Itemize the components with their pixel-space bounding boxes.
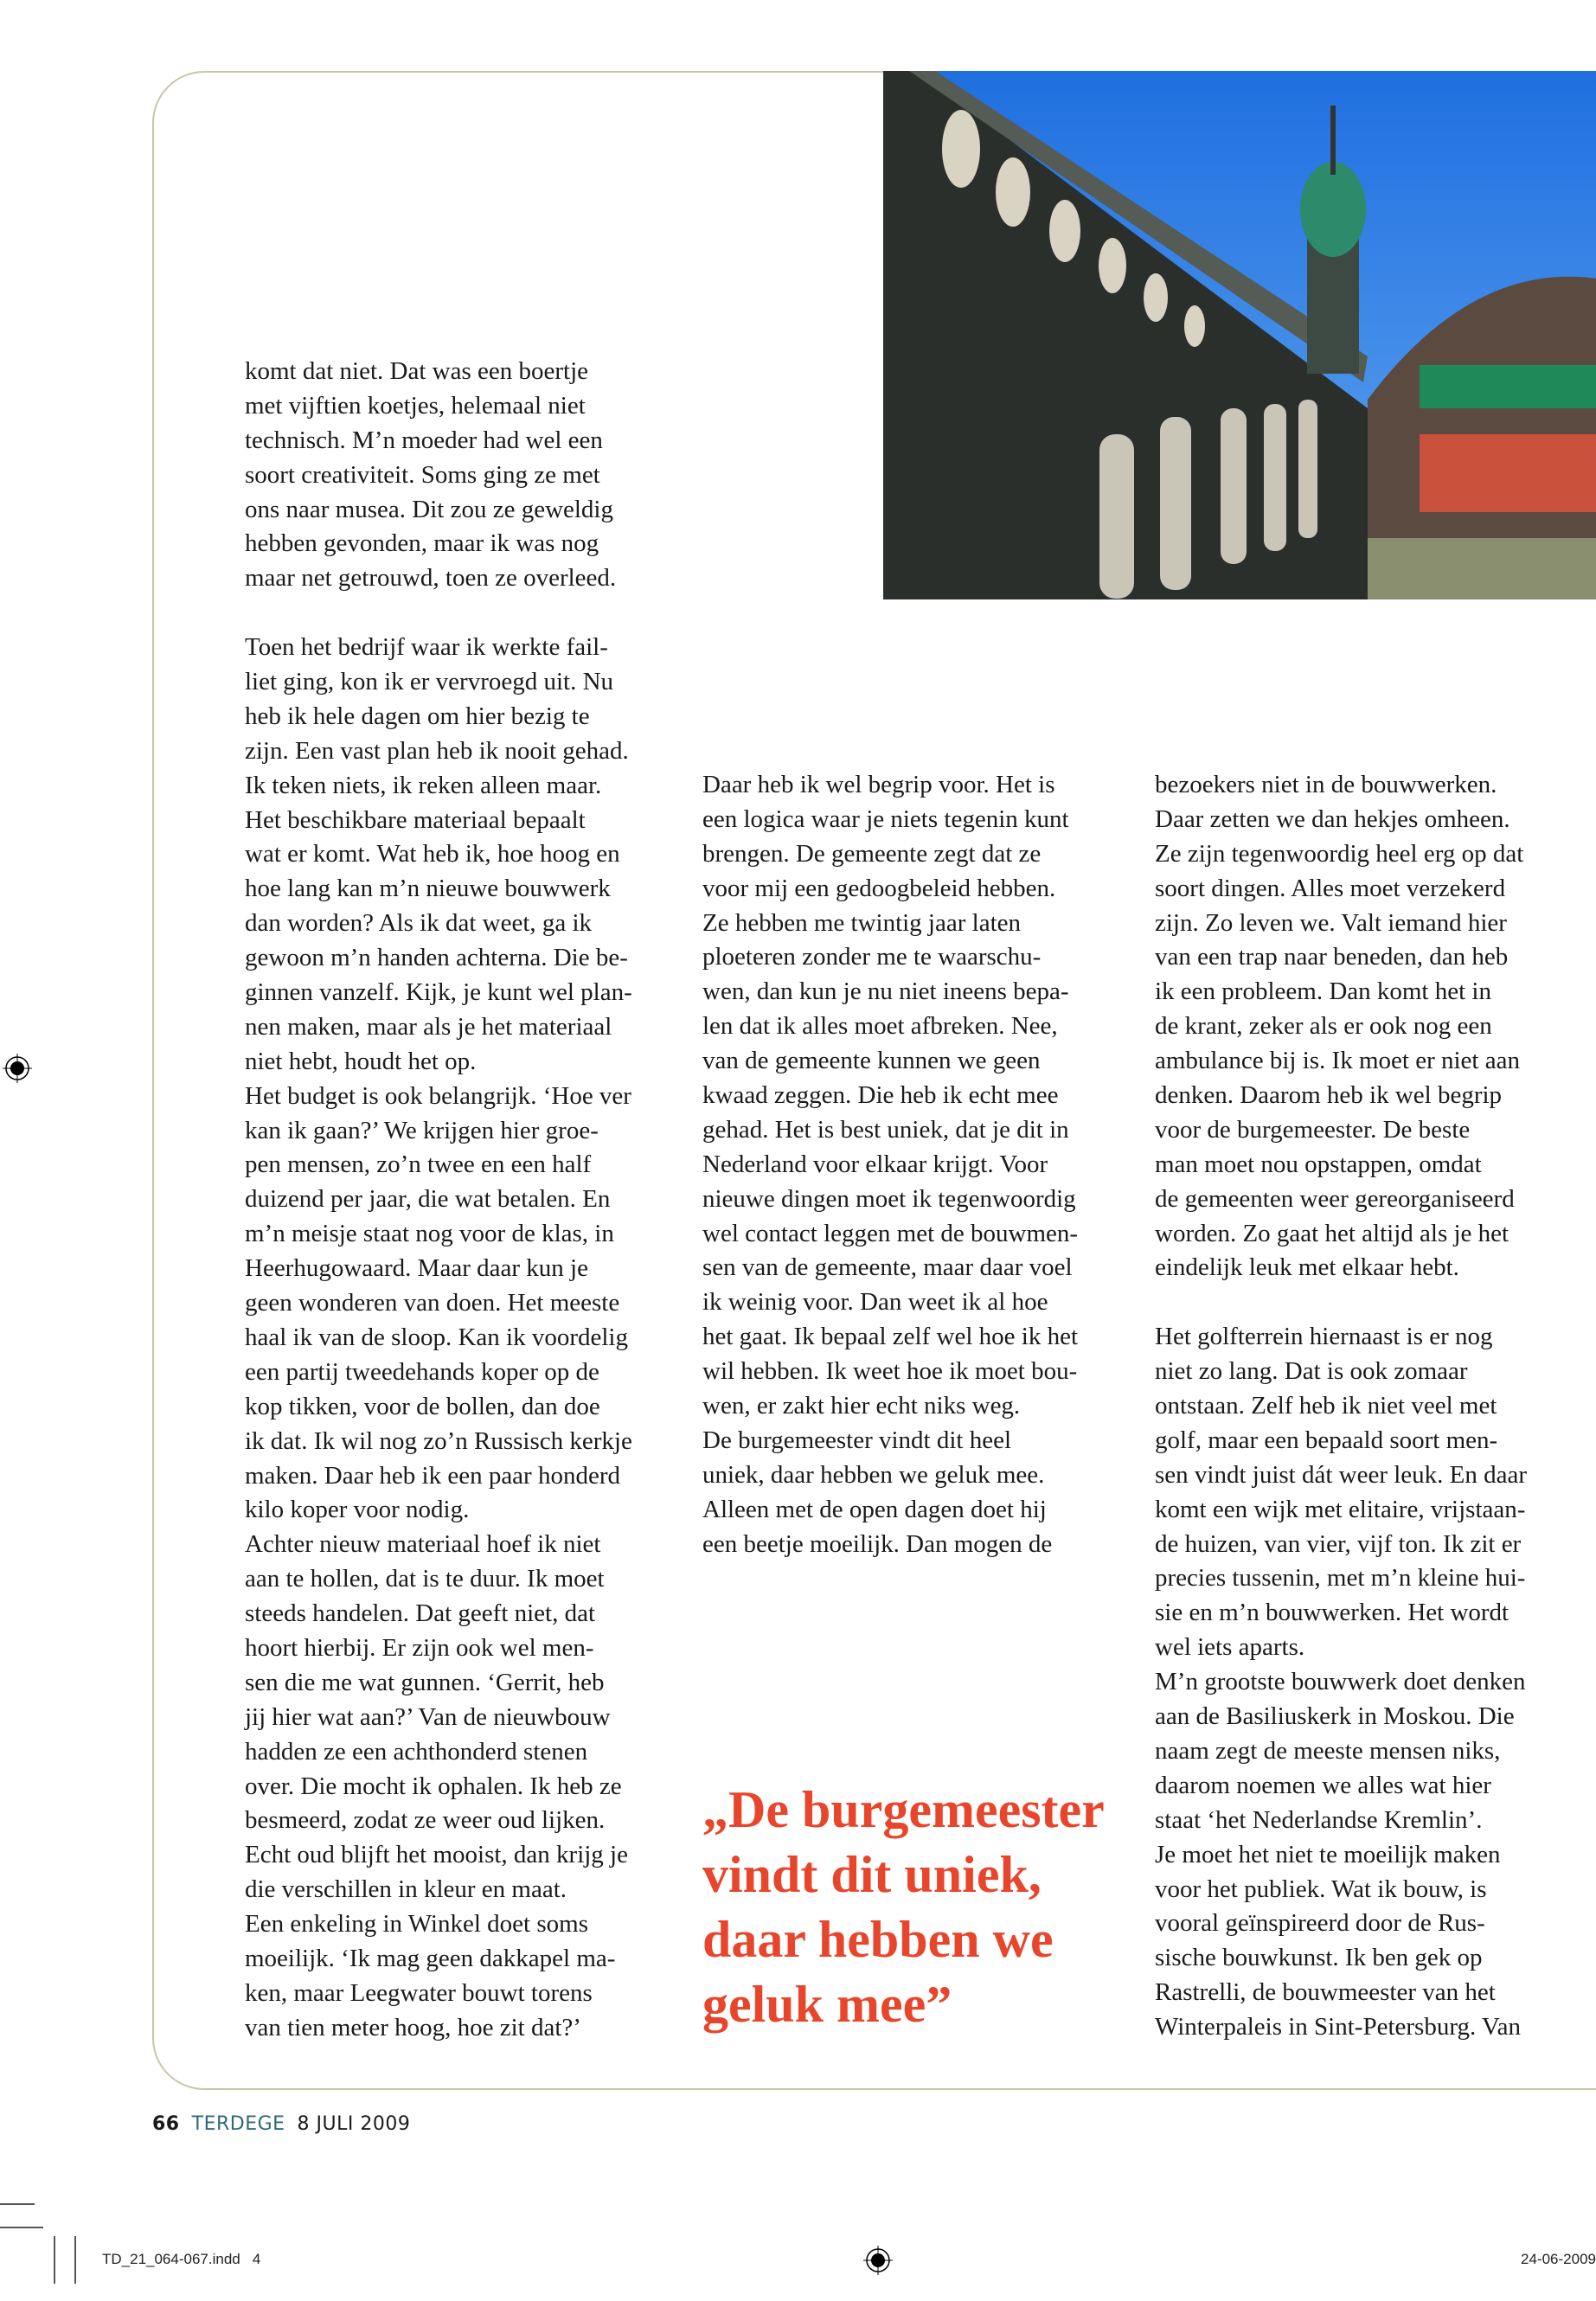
text-line: Ze hebben me twintig jaar laten [702,908,1021,937]
text-line: Rastrelli, de bouwmeester van het [1155,1978,1496,2007]
text-line: Achter nieuw materiaal hoef ik niet [245,1530,601,1559]
article-column-2 [702,768,1078,1561]
text-line: ambulance bij is. Ik moet er niet aan [1155,1047,1520,1075]
text-line: hoort hierbij. Er zijn ook wel men- [245,1633,594,1662]
text-line: daarom noemen we alles wat hier [1155,1771,1491,1799]
text-line: len dat ik alles moet afbreken. Nee, [702,1012,1058,1041]
text-line [1155,1285,1527,1320]
text-line: komt dat niet. Dat was een boertje [245,357,589,385]
text-line: kan ik gaan?’ We krijgen hier groe- [245,1116,599,1144]
text-line: bezoekers niet in de bouwwerken. [1155,771,1497,798]
magazine-name: TERDEGE [191,2113,285,2135]
text-line: een logica waar je niets tegenin kunt [702,804,1069,833]
text-line: Toen het bedrijf waar ik werkte fail- [245,633,608,662]
text-line: ontstaan. Zelf heb ik niet veel met [1155,1392,1497,1420]
text-line: Heerhugowaard. Maar daar kun je [245,1254,588,1283]
article-photo [883,71,1596,599]
text-line: de gemeenten weer gereorganiseerd [1155,1184,1515,1213]
text-line: brengen. De gemeente zegt dat ze [702,839,1042,868]
text-line: gehad. Het is best uniek, dat je dit in [702,1115,1069,1144]
page-number: 66 [152,2113,180,2135]
text-line: precies tussenin, met m’n kleine hui- [1155,1564,1526,1593]
text-line: van de gemeente kunnen we geen [702,1047,1041,1075]
issue-date: 8 JULI 2009 [297,2113,411,2135]
text-line: Ze zijn tegenwoordig heel erg op dat [1155,839,1524,868]
text-line: kop tikken, voor de bollen, dan doe [245,1392,600,1420]
text-line: komt een wijk met elitaire, vrijstaan- [1155,1495,1526,1523]
text-line: uniek, daar hebben we geluk mee. [702,1460,1045,1489]
text-line: niet hebt, houdt het op. [245,1047,477,1075]
text-line: kwaad zeggen. Die heb ik echt mee [702,1081,1059,1110]
crop-mark [74,2236,76,2284]
text-line: zijn. Zo leven we. Valt iemand hier [1155,908,1507,937]
article-column-3 [1155,768,1527,2045]
pull-quote-line: „De burgemeester [702,1781,1105,1838]
text-line: golf, maar een bepaald soort men- [1155,1426,1498,1454]
text-line: zijn. Een vast plan heb ik nooit gehad. [245,736,629,765]
article-column-1 [245,355,632,2046]
text-line: ons naar musea. Dit zou ze geweldig [245,495,613,523]
text-line: technisch. M’n moeder had wel een [245,426,603,454]
text-line: het gaat. Ik bepaal zelf wel hoe ik het [702,1323,1078,1351]
text-line: Een enkeling in Winkel doet soms [245,1910,588,1939]
text-line: jij hier wat aan?’ Van de nieuwbouw [245,1702,611,1731]
text-line: moeilijk. ‘Ik mag geen dakkapel ma- [245,1944,616,1972]
text-line: vooral geïnspireerd door de Rus- [1155,1909,1485,1938]
text-line: liet ging, kon ik er vervroegd uit. Nu [245,668,614,696]
text-line: kilo koper voor nodig. [245,1496,470,1524]
slug-date: 24-06-2009 [1521,2251,1596,2267]
text-line: nen maken, maar als je het materiaal [245,1012,612,1041]
text-line: m’n meisje staat nog voor de klas, in [245,1220,614,1248]
text-line: met vijftien koetjes, helemaal niet [245,391,586,420]
text-line: maar net getrouwd, toen ze overleed. [245,564,617,593]
text-line: hadden ze een achthonderd stenen [245,1737,588,1766]
text-line: soort dingen. Alles moet verzekerd [1155,874,1506,902]
text-line: sie en m’n bouwwerken. Het wordt [1155,1599,1509,1627]
registration-mark-icon [3,1054,32,1083]
text-line: geen wonderen van doen. Het meeste [245,1289,620,1317]
text-line: De burgemeester vindt dit heel [702,1426,1012,1454]
text-line: een beetje moeilijk. Dan mogen de [702,1529,1053,1558]
text-line: die verschillen in kleur en maat. [245,1875,567,1904]
pull-quote-line: vindt dit uniek, [702,1846,1042,1903]
text-line: maken. Daar heb ik een paar honderd [245,1461,620,1490]
text-line: Echt oud blijft het mooist, dan krijg je [245,1841,628,1869]
text-line: ik weinig voor. Dan weet ik al hoe [702,1288,1048,1317]
text-line: Alleen met de open dagen doet hij [702,1495,1047,1523]
text-line: de huizen, van vier, vijf ton. Ik zit er [1155,1529,1522,1558]
text-line: aan te hollen, dat is te duur. Ik moet [245,1565,605,1593]
text-line: sische bouwkunst. Ik ben gek op [1155,1944,1483,1972]
text-line: voor het publiek. Wat ik bouw, is [1155,1875,1487,1903]
text-line: wel contact leggen met de bouwmen- [702,1219,1079,1247]
text-line: worden. Zo gaat het altijd als je het [1155,1219,1509,1247]
text-line: sen die me wat gunnen. ‘Gerrit, heb [245,1668,605,1696]
text-line: niet zo lang. Dat is ook zomaar [1155,1357,1468,1386]
text-line: ginnen vanzelf. Kijk, je kunt wel plan- [245,978,632,1007]
text-line: de krant, zeker als er ook nog een [1155,1012,1492,1041]
text-line: sen van de gemeente, maar daar voel [702,1253,1073,1282]
text-line: eindelijk leuk met elkaar hebt. [1155,1253,1459,1282]
crop-mark [0,2227,43,2228]
text-line: wat er komt. Wat heb ik, hoe hoog en [245,840,620,868]
text-line: ik dat. Ik wil nog zo’n Russisch kerkje [245,1426,632,1455]
crop-mark [54,2236,55,2284]
text-line: Het golfterrein hiernaast is er nog [1155,1323,1493,1351]
text-line: wen, er zakt hier echt niks weg. [702,1392,1021,1420]
text-line: Daar zetten we dan hekjes omheen. [1155,804,1510,833]
text-line: duizend per jaar, die wat betalen. En [245,1185,611,1214]
text-line: een partij tweedehands koper op de [245,1357,599,1386]
text-line: staat ‘het Nederlandse Kremlin’. [1155,1805,1483,1834]
text-line: Ik teken niets, ik reken alleen maar. [245,771,602,799]
text-line: hebben gevonden, maar ik was nog [245,529,599,558]
text-line: heb ik hele dagen om hier bezig te [245,702,590,730]
text-line: voor mij een gedoogbeleid hebben. [702,874,1056,902]
pull-quote-line: daar hebben we [702,1911,1054,1968]
crop-mark [0,2203,35,2205]
text-line: Het budget is ook belangrijk. ‘Hoe ver [245,1081,631,1110]
text-line: van een trap naar beneden, dan heb [1155,943,1509,971]
text-line: voor de burgemeester. De beste [1155,1115,1471,1144]
text-line [245,596,632,631]
text-line: man moet nou opstappen, omdat [1155,1150,1482,1178]
text-line: dan worden? Als ik dat weet, ga ik [245,909,593,938]
text-line: ken, maar Leegwater bouwt torens [245,1978,593,2007]
text-line: ik een probleem. Dan komt het in [1155,977,1491,1006]
text-line: M’n grootste bouwwerk doet denken [1155,1668,1526,1696]
text-line: besmeerd, zodat ze weer oud lijken. [245,1806,606,1835]
text-line: gewoon m’n handen achterna. Die be- [245,944,628,972]
pull-quote-line: geluk mee” [702,1976,952,2033]
pull-quote [702,1778,1105,2037]
text-line: naam zegt de meeste mensen niks, [1155,1736,1501,1765]
slug-filename: TD_21_064-067.indd 4 [102,2251,261,2267]
text-line: Nederland voor elkaar krijgt. Voor [702,1150,1048,1178]
text-line: hoe lang kan m’n nieuwe bouwwerk [245,875,611,903]
text-line: aan de Basiliuskerk in Moskou. Die [1155,1702,1515,1731]
photo-railing-kremlin-image [883,71,1596,599]
text-line: nieuwe dingen moet ik tegenwoordig [702,1184,1076,1213]
text-line: steeds handelen. Dat geeft niet, dat [245,1599,596,1628]
text-line: over. Die mocht ik ophalen. Ik heb ze [245,1772,622,1800]
text-line: wen, dan kun je nu niet ineens bepa- [702,977,1069,1006]
text-line: sen vindt juist dát weer leuk. En daar [1155,1460,1528,1489]
text-line: denken. Daarom heb ik wel begrip [1155,1081,1503,1110]
text-line: ploeteren zonder me te waarschu- [702,943,1042,971]
text-line: Winterpaleis in Sint-Petersburg. Van [1155,2013,1522,2041]
text-line: Het beschikbare materiaal bepaalt [245,805,586,834]
text-line: wil hebben. Ik weet hoe ik moet bou- [702,1357,1078,1386]
registration-mark-icon [863,2246,893,2275]
text-line: haal ik van de sloop. Kan ik voordelig [245,1323,628,1351]
text-line: Je moet het niet te moeilijk maken [1155,1840,1501,1868]
text-line: soort creativiteit. Soms ging ze met [245,460,600,489]
page-footer [152,2113,410,2135]
text-line: wel iets aparts. [1155,1633,1305,1662]
text-line: van tien meter hoog, hoe zit dat?’ [245,2013,581,2041]
text-line: pen mensen, zo’n twee en een half [245,1150,592,1179]
text-line: Daar heb ik wel begrip voor. Het is [702,771,1055,798]
